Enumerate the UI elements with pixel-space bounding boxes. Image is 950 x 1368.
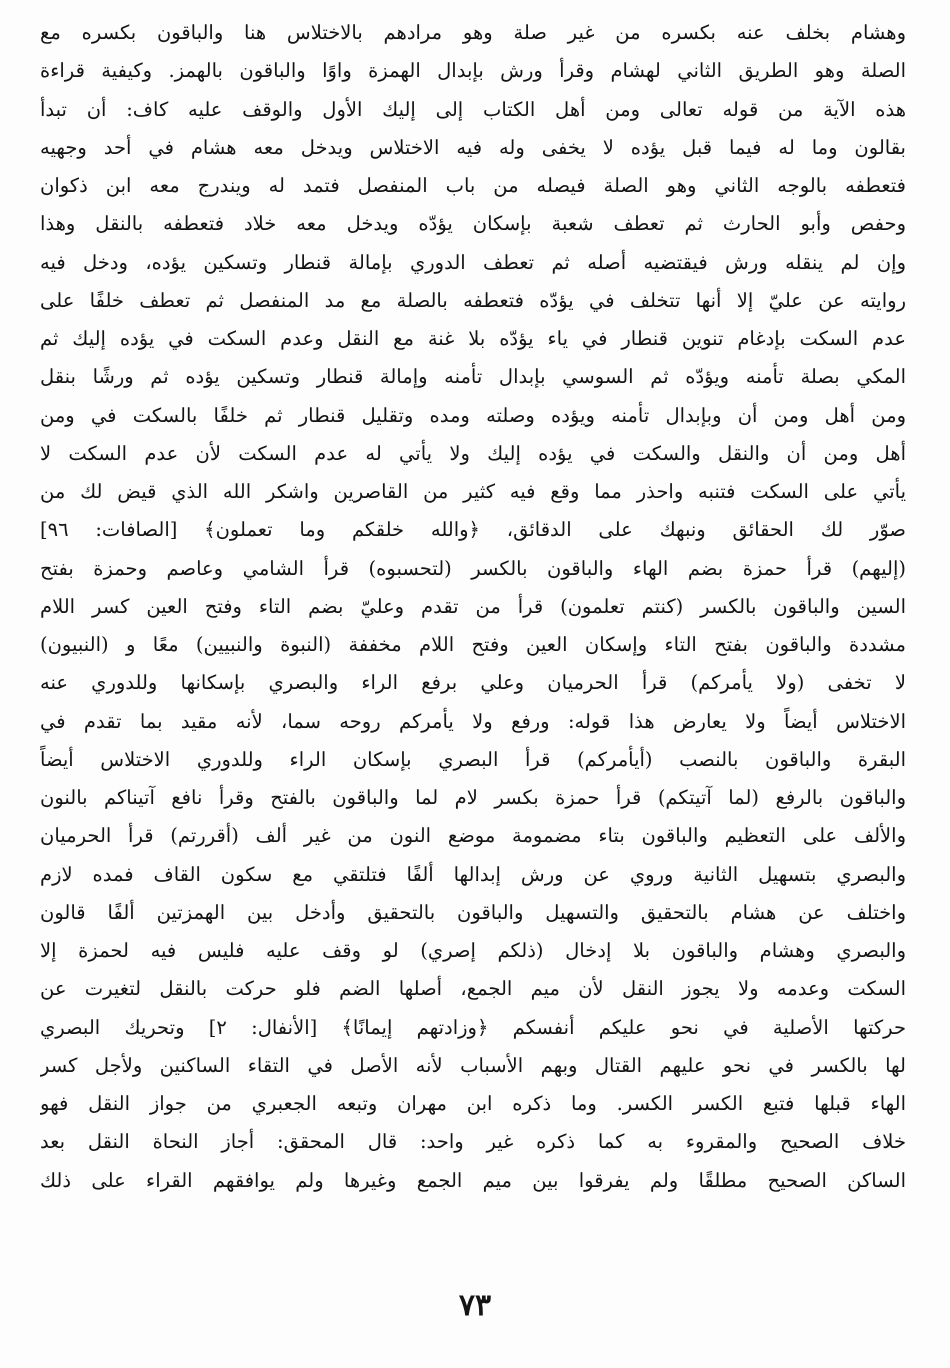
text-line: والباقون بالرفع (لما آتيتكم) قرأ حمزة بكسر لام لما والباقون بالفتح وقرأ نافع آتيناكم بالنون [40,786,906,809]
text-line: خلاف الصحيح والمقروء به كما ذكره غير واحد: قال المحقق: أجاز النحاة النقل بعد [40,1130,906,1154]
text-line: مشددة والباقون بفتح التاء وإسكان العين وفتح اللام مخففة (النبوة والنبيين) معًا و (النبيون) [40,633,906,656]
text-line: والبصري وهشام والباقون بلا إدخال (ذلكم إصري) لو وقف عليه فليس فيه لحمزة إلا [40,939,906,962]
text-line: روايته عن عليّ إلا أنها تتخلف في يؤدّه فتعطفه بالصلة مع مد المنفصل ثم تعطف خلفًا على [40,288,906,312]
text-line: عدم السكت بإدغام تنوين قنطار في ياء يؤدّه بلا غنة مع النقل وعدم السكت في يؤده إليك ثم [40,327,906,350]
text-line: واختلف عن هشام بالتحقيق والتسهيل والباقون بالتحقيق وأدخل بين الهمزتين ألفًا قالون [40,900,906,924]
text-line: هذه الآية من قوله تعالى ومن أهل الكتاب إلى إليك الأول والوقف عليه كاف: أن تبدأ [40,97,906,121]
text-line: وحفص وأبو الحارث ثم تعطف شعبة بإسكان يؤدّه ويدخل معه خلاد فتعطفه بالنقل وهذا [40,212,906,236]
text-line: الهاء قبلها فتبع الكسر الكسر. وما ذكره ابن مهران وتبعه الجعبري من جواز النقل فهو [40,1092,906,1115]
text-line: بقالون وما له فيما قبل يؤده لا يخفى وله فيه الاختلاس ويدخل معه هشام في أحد وجهيه [40,135,906,159]
text-line: والبصري بتسهيل الثانية وروي عن ورش إبدالها ألفًا فتلتقي مع سكون القاف فمده لازم [40,862,906,886]
text-line: البقرة والباقون بالنصب (أيأمركم) قرأ البصري بإسكان الراء وللدوري الاختلاس أيضاً [40,747,906,771]
text-line: وهشام بخلف عنه بكسره من غير صلة وهو مرادهم بالاختلاس هنا والباقون بكسره مع [40,21,906,44]
text-line: السكت وعدمه ولا يجوز النقل لأن ميم الجمع، أصلها الضم فلو حركت بالنقل لتغيرت عن [40,977,906,1001]
text-line: (إليهم) قرأ حمزة بضم الهاء والباقون بالكسر (لتحسبوه) قرأ الشامي وعاصم وحمزة بفتح [40,556,906,580]
text-line: وإن لم ينقله ورش فيقتضيه أصله ثم تعطف الدوري بإمالة قنطار وتسكين يؤده، ودخل فيه [40,250,906,274]
text-line: الاختلاس أيضاً ولا يعارض هذا قوله: ورفع ولا يأمركم روحه سما، لأنه مقيد بما تقدم في [40,709,906,733]
text-line: صوّر لك الحقائق ونبهك على الدقائق، ﴿والله خلقكم وما تعملون﴾ [الصافات: ٩٦] [40,518,906,542]
text-line: يأتي على السكت فتنبه واحذر مما وقع فيه كثير من القاصرين واشكر الله الذي قيض لك من [40,480,906,503]
text-line: لا تخفى (ولا يأمركم) قرأ الحرميان وعلي برفع الراء والبصري بإسكانها وللدوري عنه [40,671,906,695]
text-line: حركتها الأصلية في نحو عليكم أنفسكم ﴿وزادتهم إيمانًا﴾ [الأنفال: ٢] وتحريك البصري [40,1015,906,1039]
text-line: فتعطفه بالوجه الثاني وهو الصلة فيصله من باب المنفصل فتمد له ويندرج معه ابن ذكوان [40,174,906,197]
page-number: ٧٣ [458,1288,492,1323]
text-line: الساكن الصحيح مطلقًا ولم يفرقوا بين ميم الجمع وغيرها ولم يوافقهم القراء على ذلك [40,1168,906,1192]
text-line: أهل ومن أن والنقل والسكت في يؤده إليك ولا يأتي له عدم السكت لأن عدم السكت لا [40,441,906,465]
text-line: والألف على التعظيم والباقون بتاء مضمومة موضع النون من غير ألف (أقررتم) قرأ الحرميان [40,824,906,848]
text-line: ومن أهل ومن أن وبإبدال تأمنه ويؤده وصلته ومده وتقليل قنطار ثم خلفًا بالسكت في ومن [40,403,906,427]
text-line: المكي بصلة تأمنه ويؤدّه ثم السوسي بإبدال تأمنه وإمالة قنطار وتسكين يؤده ثم ورشًا بنقل [40,365,906,389]
body-text [40,14,906,1200]
text-line: لها بالكسر في نحو عليهم القتال وبهم الأسباب لأنه الأصل في التقاء الساكنين ولأجل كسر [40,1053,906,1077]
text-line: الصلة وهو الطريق الثاني لهشام وقرأ ورش بإبدال الهمزة واوًا والباقون بالهمز. وكيفية قراءة [40,59,906,83]
text-line: السين والباقون بالكسر (كنتم تعلمون) قرأ من تقدم وعليّ بضم التاء وفتح العين كسر اللام [40,594,906,618]
